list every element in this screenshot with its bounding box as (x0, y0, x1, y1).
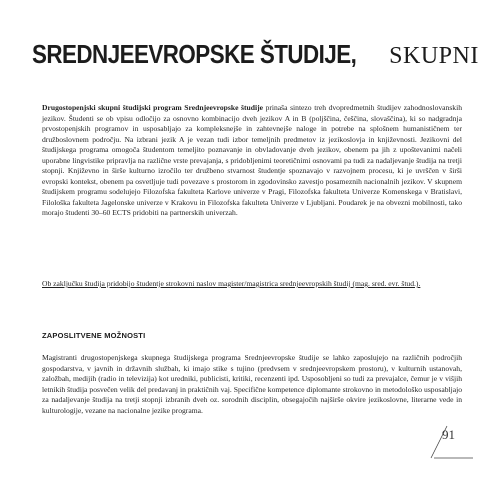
page-title (32, 36, 479, 77)
page-number: 91 (442, 427, 455, 442)
title-main: SREDNJEEVROPSKE ŠTUDIJE, (32, 39, 357, 69)
intro-lead: Drugostopenjski skupni študijski program Srednjeevropske študije (42, 103, 263, 112)
employment-paragraph: Magistranti drugostopenjskega skupnega študijskega programa Srednjeevropske študije se lahko zaposlujejo na različnih področjih gospodarstva, v javnih in državnih službah, ki imajo stike s tujino (predvsem v srednjeevropskem prostoru), v kulturnih ustanovah, založbah, medijih (radio in televizija) kot uredniki, publicisti, kritiki, recenzenti ipd. Usposobljeni so tudi za prevajalce, čemur je v višjih letnikih študija posvečen velik del predavanj in praktičnih vaj. Specifične kompetence diplomante strokovno in metodološko usposabljajo za nadaljevanje študija na tretji stopnji izbranih dveh oz. sorodnih disciplin, obsegajočih najširše okvire jezikoslovne, literarne vede in kulturologije, vezane na nacionalne jezike programa. (42, 353, 462, 415)
page-number-folio (425, 422, 475, 462)
title-sub: SKUPNI (389, 43, 479, 69)
intro-text: prinaša sintezo treh dvopredmetnih študijev zahodnoslovanskih jezikov. Študenti se ob vpisu odločijo za osnovno kombinacijo dveh jezikov A in B (poljščina, češčina, slovaščina), ki so nadgradnja prvostopenjskih programov in usposabljajo za kompleksnejše in zahtevnejše naloge in potrebe na splošnem humanističnem ter družboslovnem področju. Na izbrani jezik A je vezan tudi izbor temeljnih predmetov iz jezikoslovja in književnosti. Jezikovni del študijskega programa omogoča študentom temeljito poznavanje in obvladovanje dveh jezikov, obenem pa jih z upoštevanimi načeli uporabne lingvistike pripravlja na različne vrste prevajanja, s pridobljenimi teoretičnimi osnovami pa tudi za nadaljevanje študija na tretji stopnji. Književno in širše kulturno izročilo ter družbeno stvarnost študentje spoznavajo v razvojnem procesu, ki je uvrščen v širši evropski kontekst, obenem pa osvetljuje tudi povezave s prostorom in zgodovinsko zavestjo posameznih nacionalnih jezikov. V skupnem študijskem programu sodelujejo Filozofska fakulteta Karlove univerze v Pragi, Filozofska fakulteta Univerze Komenskega v Bratislavi, Filološka fakulteta Jagelonske univerze v Krakovu in Filozofska fakulteta Univerze v Ljubljani. Poudarek je na obvezni mobilnosti, tako morajo študenti 30–60 ECTS pridobiti na partnerskih univerzah. (42, 103, 462, 217)
section-heading-employment: ZAPOSLITVENE MOŽNOSTI (42, 331, 146, 340)
intro-paragraph (42, 103, 462, 219)
degree-title-note: Ob zaključku študija pridobijo študentje strokovni naslov magister/magistrica srednjeevropskih študij (mag. sred. evr. štud.). (42, 279, 421, 288)
